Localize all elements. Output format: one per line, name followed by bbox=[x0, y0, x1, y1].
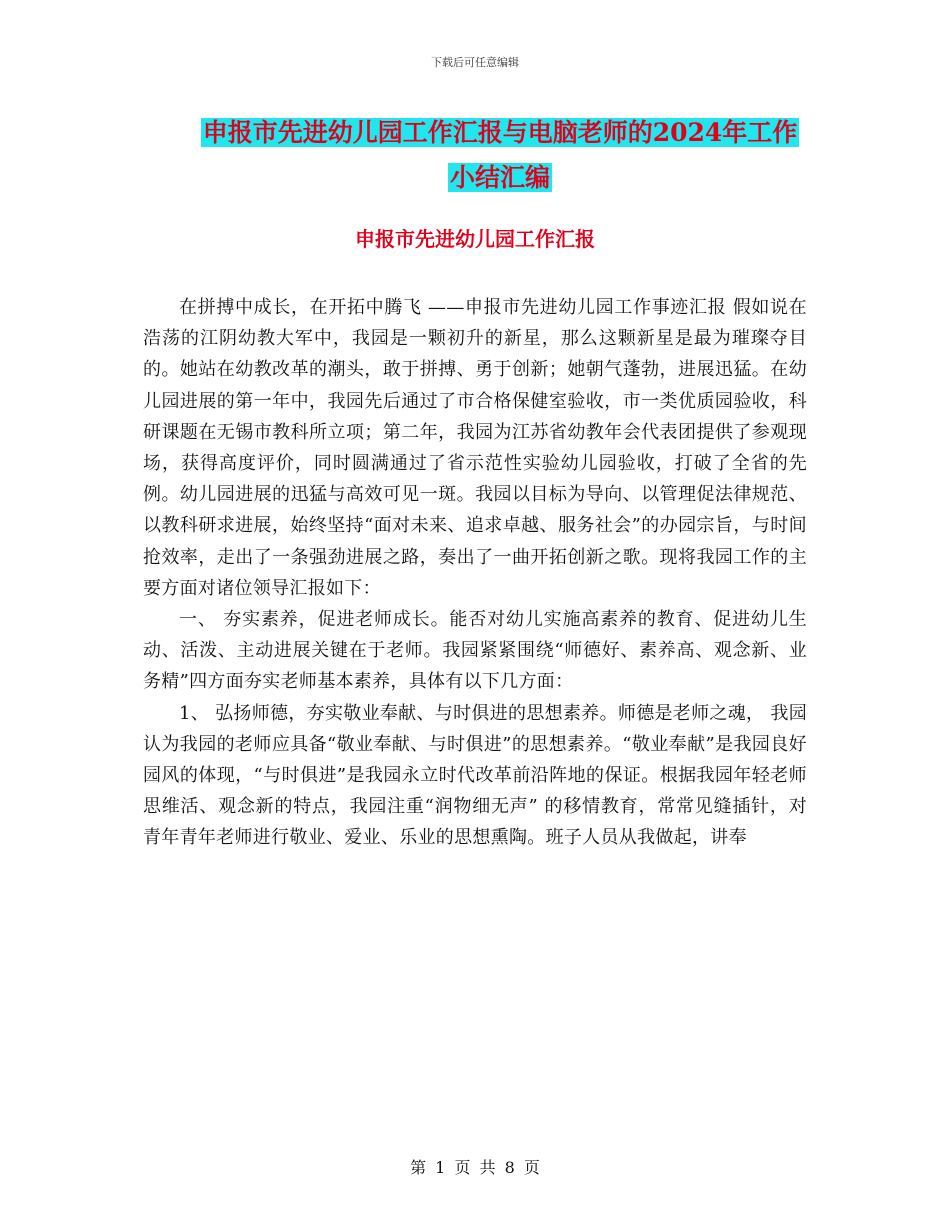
paragraph-3: 1、 弘扬师德，夯实敬业奉献、与时俱进的思想素养。师德是老师之魂， 我园认为我园的老师应具备“敬业奉献、与时俱进”的思想素养。“敬业奉献”是我园良好园风的体现，“与时俱进”是我园永立时代改革前沿阵地的保证。根据我园年轻老师思维活、观念新的特点，我园注重“润物细无声” 的移情教育，常常见缝插针，对青年青年老师进行敬业、爱业、乐业的思想熏陶。班子人员从我做起，讲奉 bbox=[143, 702, 807, 849]
page-number-footer: 第 1 页 共 8 页 bbox=[410, 1158, 540, 1177]
paragraph-1: 在拼搏中成长，在开拓中腾飞 ——申报市先进幼儿园工作事迹汇报 假如说在浩荡的江阴幼教大军中，我园是一颗初升的新星，那么这颗新星是最为璀璨夺目的。她站在幼教改革的潮头，敢于拼搏、勇于创新；她朝气蓬勃，进展迅猛。在幼儿园进展的第一年中，我园先后通过了市合格保健室验收，市一类优质园验收，科研课题在无锡市教科所立项；第二年，我园为江苏省幼教年会代表团提供了参观现场，获得高度评价，同时圆满通过了省示范性实验幼儿园验收，打破了全省的先例。幼儿园进展的迅猛与高效可见一斑。我园以目标为导向、以管理促法律规范、以教科研求进展，始终坚持“面对未来、追求卓越、服务社会”的办园宗旨，与时间抢效率，走出了一条强劲进展之路，奏出了一曲开拓创新之歌。现将我园工作的主要方面对诸位领导汇报如下： bbox=[143, 297, 807, 599]
document-title bbox=[190, 110, 810, 200]
document-title-highlight: 申报市先进幼儿园工作汇报与电脑老师的2024年工作小结汇编 bbox=[202, 118, 798, 192]
section-title: 申报市先进幼儿园工作汇报 bbox=[355, 227, 595, 251]
document-body bbox=[143, 292, 807, 854]
paragraph-2: 一、 夯实素养，促进老师成长。能否对幼儿实施高素养的教育、促进幼儿生动、活泼、主动进展关键在于老师。我园紧紧围绕“师德好、素养高、观念新、业务精”四方面夯实老师基本素养，具体有以下几方面： bbox=[143, 609, 807, 693]
page-header-note: 下载后可任意编辑 bbox=[431, 56, 519, 69]
